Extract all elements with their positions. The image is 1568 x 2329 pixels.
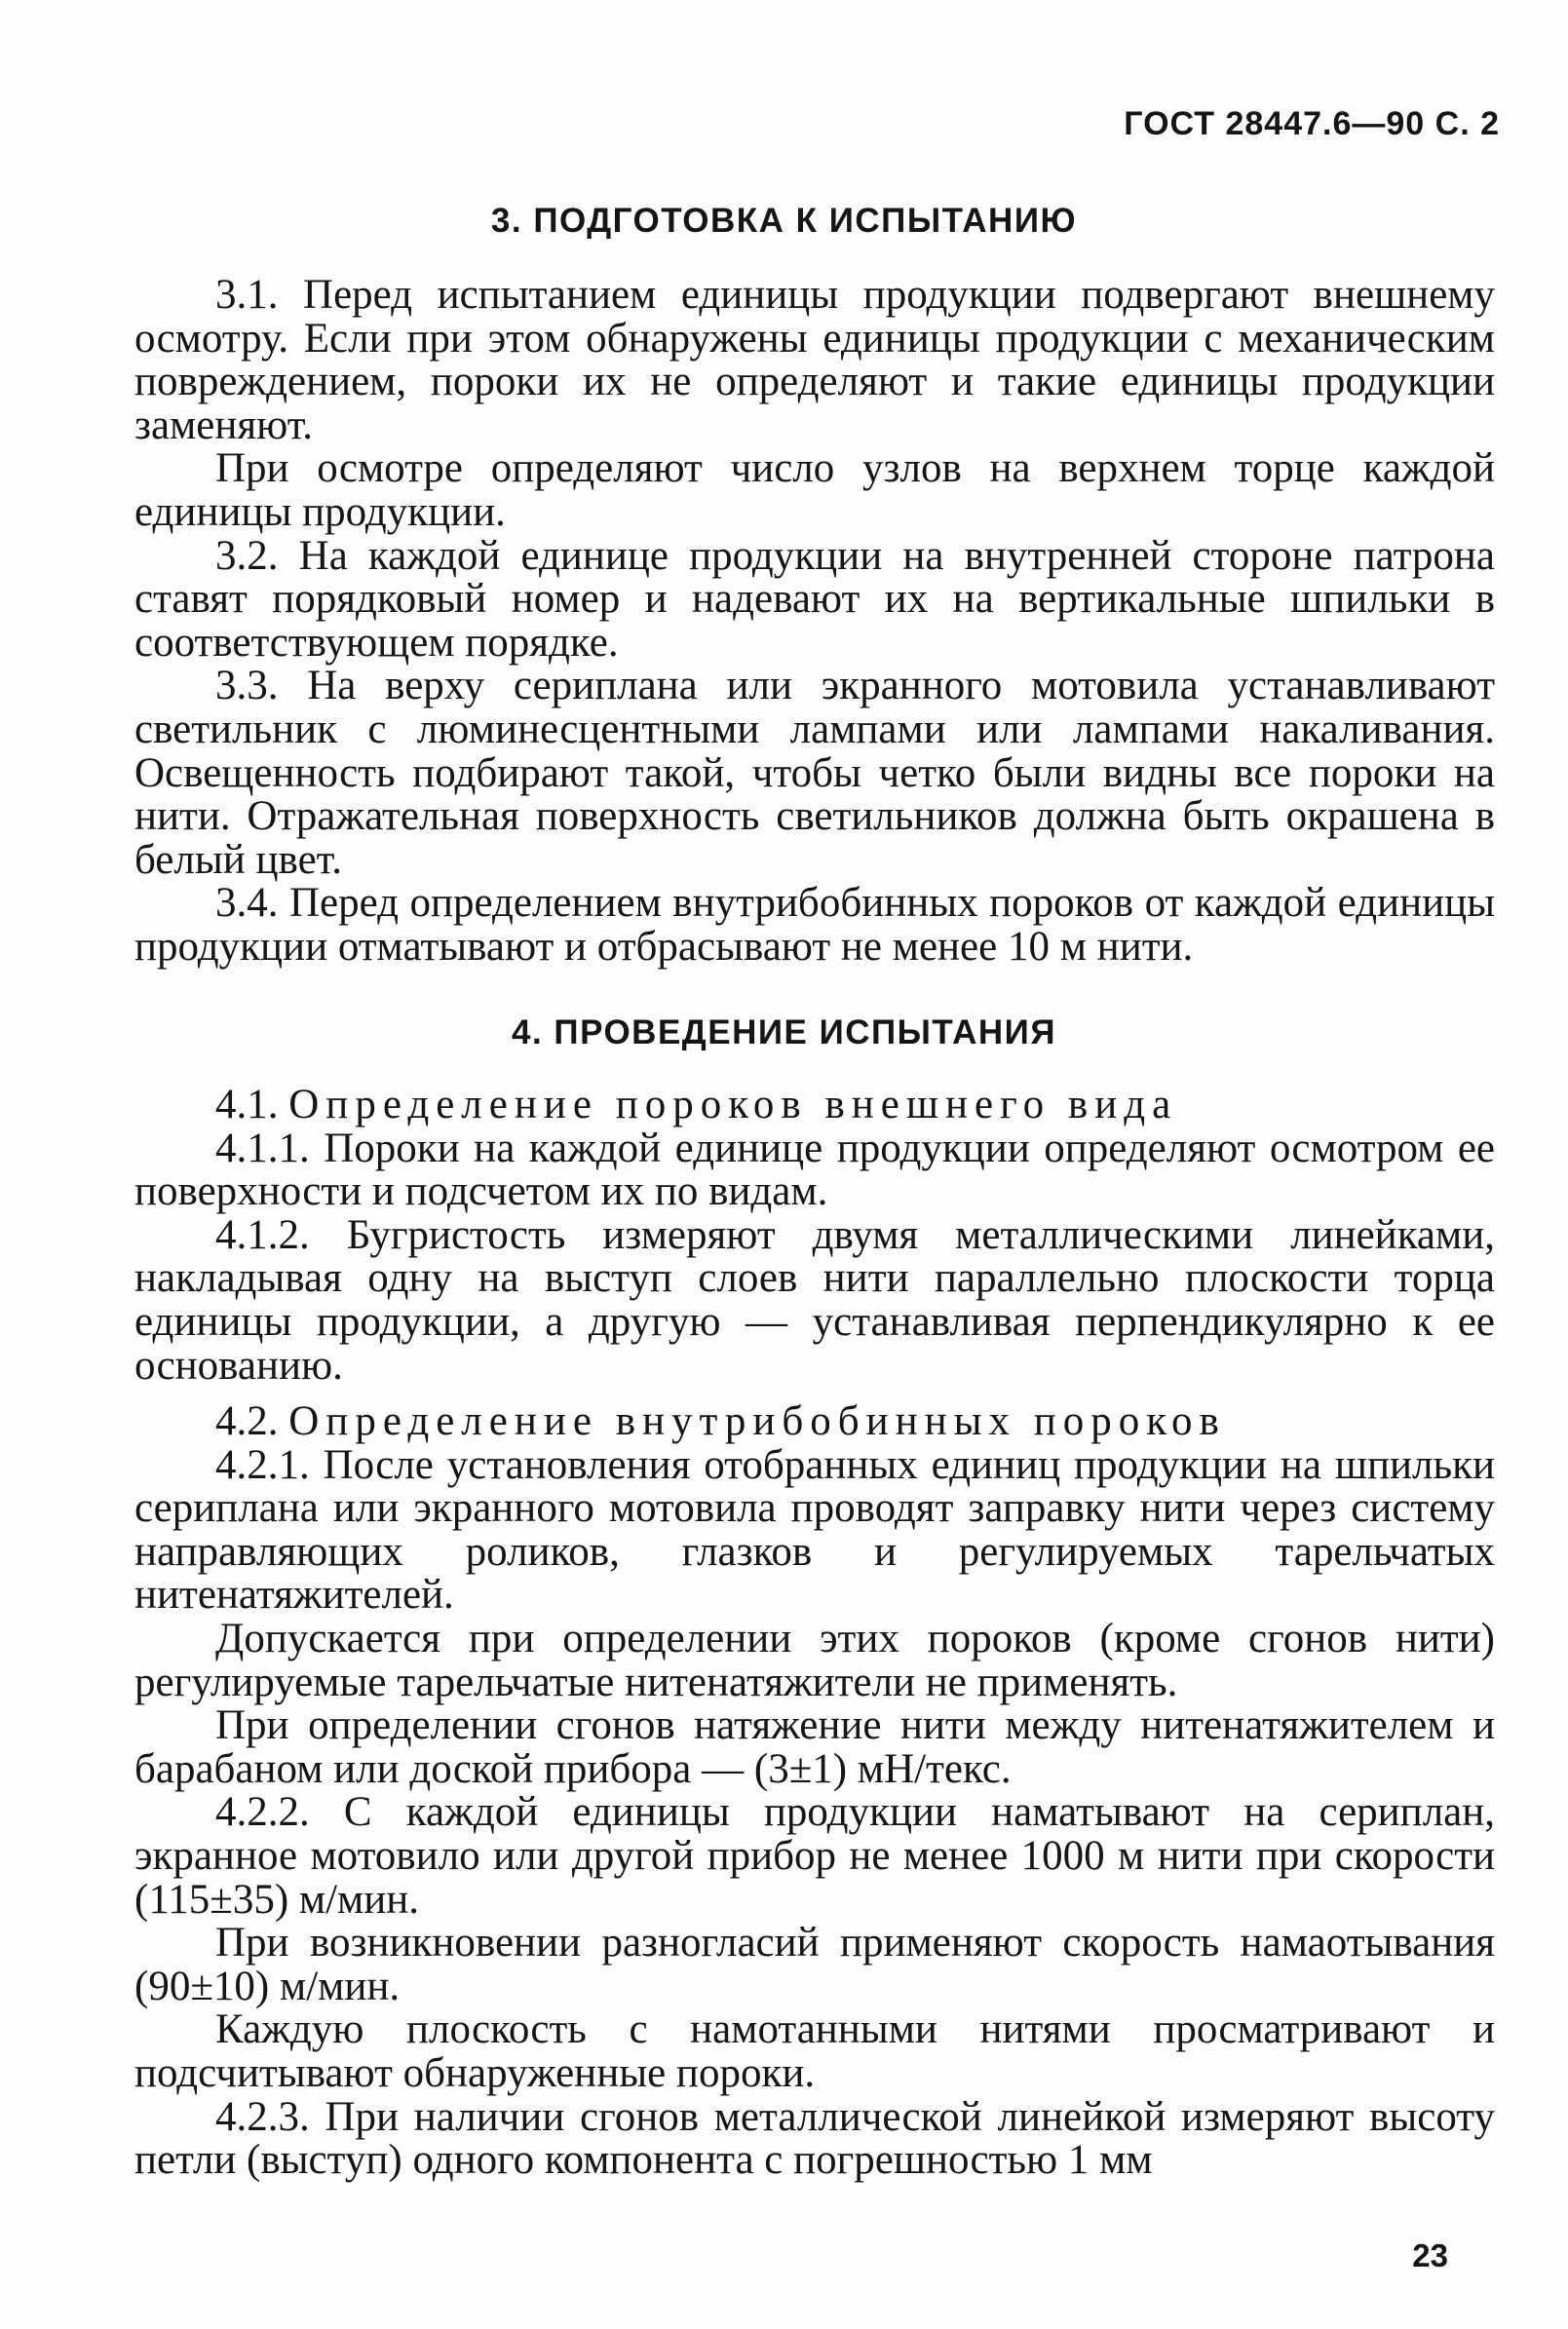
page-number: 23 — [1412, 2237, 1448, 2273]
section-4-heading: 4. ПРОВЕДЕНИЕ ИСПЫТАНИЯ — [512, 1013, 1056, 1051]
paragraph-4-2-2-note-a: При возникновении разногласий применяют скорость намаотывания (90±10) м/мин. — [134, 1920, 1495, 2009]
subsection-4-2-heading — [134, 1400, 1495, 1444]
section-4-2-body — [134, 1400, 1495, 2183]
paragraph-4-2-1-note-b: При определении сгонов натяжение нити между нитенатяжителем и барабаном или доской прибора — (3±1) мН/текс. — [134, 1702, 1495, 1792]
paragraph-3-4: 3.4. Перед определением внутрибобинных пороков от каждой единицы продукции отматывают и отбрасывают не менее 10 м нити. — [134, 880, 1495, 970]
paragraph-4-2-1: 4.2.1. После установления отобранных единиц продукции на шпильки сериплана или экранного мотовила проводят заправку нити через систему направляющих роликов, глазков и регулируемых тарельчатых нитенатяжителей. — [134, 1441, 1495, 1619]
paragraph-3-1-note: При осмотре определяют число узлов на верхнем торце каждой единицы продукции. — [134, 445, 1495, 535]
section-3-body — [134, 274, 1495, 970]
section-3-heading: 3. ПОДГОТОВКА К ИСПЫТАНИЮ — [490, 202, 1078, 240]
paragraph-3-2: 3.2. На каждой единице продукции на внутренней стороне патрона ставят порядковый номер и надевают их на вертикальные шпильки в соответствующем порядке. — [134, 532, 1495, 666]
subsection-4-1-heading — [134, 1084, 1495, 1127]
paragraph-4-2-2: 4.2.2. С каждой единицы продукции наматывают на сериплан, экранное мотовило или другой прибор не менее 1000 м нити при скорости (115±35) м/мин. — [134, 1789, 1495, 1923]
paragraph-4-1-1: 4.1.1. Пороки на каждой единице продукции определяют осмотром ее поверхности и подсчетом их по видам. — [134, 1125, 1495, 1215]
subsection-4-2-title: Определение внутрибобинных пороков — [288, 1398, 1226, 1444]
subsection-4-2-number: 4.2. — [215, 1398, 279, 1444]
paragraph-4-2-1-note-a: Допускается при определении этих пороков (кроме сгонов нити) регулируемые тарельчатые нитенатяжители не применять. — [134, 1615, 1495, 1705]
paragraph-3-3: 3.3. На верху сериплана или экранного мотовила устанавливают светильник с люминесцентными лампами или лампами накаливания. Освещенность подбирают такой, чтобы четко были видны все пороки на нити. Отражательная поверхность светильников должна быть окрашена в белый цвет. — [134, 663, 1495, 883]
paragraph-3-1: 3.1. Перед испытанием единицы продукции подвергают внешнему осмотру. Если при этом обнаружены единицы продукции с механическим повреждением, пороки их не определяют и такие единицы продукции заменяют. — [134, 272, 1495, 448]
section-4-1-body — [134, 1084, 1495, 1388]
paragraph-4-2-3: 4.2.3. При наличии сгонов металлической линейкой измеряют высоту петли (выступ) одного компонента с погрешностью 1 мм — [134, 2093, 1495, 2184]
subsection-4-1-number: 4.1. — [215, 1082, 279, 1127]
paragraph-4-2-2-note-b: Каждую плоскость с намотанными нитями просматривают и подсчитывают обнаруженные пороки. — [134, 2006, 1495, 2096]
subsection-4-1-title: Определение пороков внешнего вида — [288, 1082, 1178, 1127]
running-header: ГОСТ 28447.6—90 С. 2 — [1124, 105, 1500, 142]
paragraph-4-1-2: 4.1.2. Бугристость измеряют двумя металлическими линейками, накладывая одну на выступ слоев нити параллельно плоскости торца единицы продукции, а другую — устанавливая перпендикулярно к ее основанию. — [134, 1211, 1495, 1389]
